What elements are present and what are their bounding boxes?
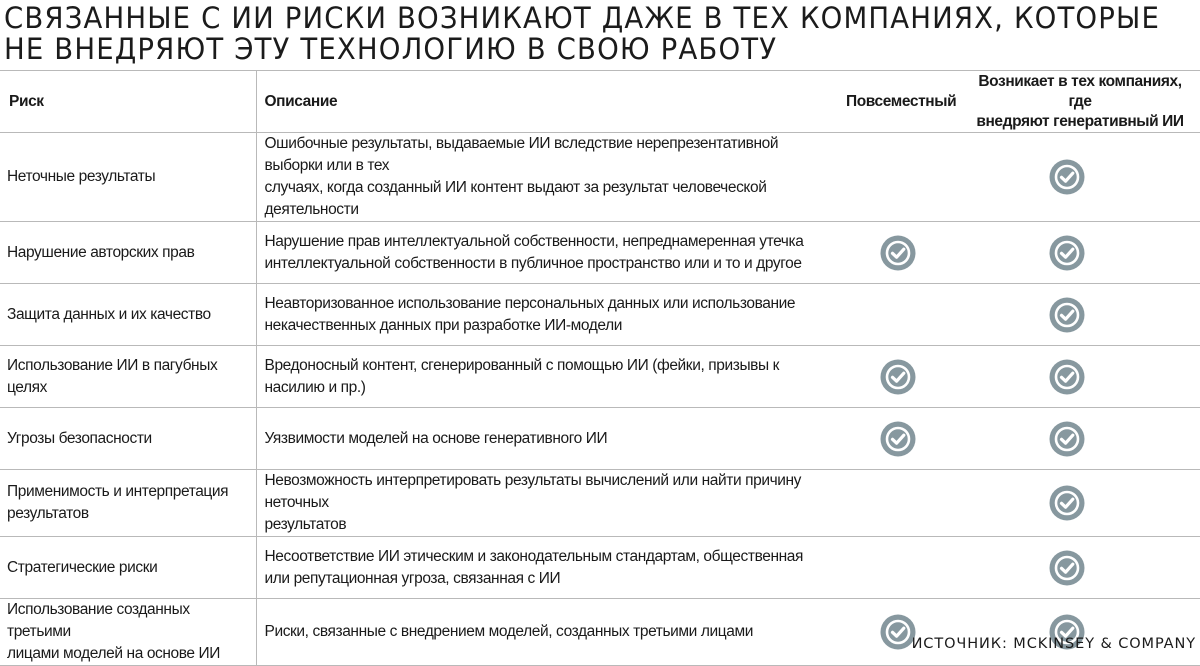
description-cell	[256, 346, 840, 408]
check-circle-icon	[1049, 159, 1085, 195]
check-circle-icon	[1049, 485, 1085, 521]
column-header-risk: Риск	[0, 71, 256, 133]
description-cell-line: Нарушение прав интеллектуальной собственности, непреднамеренная утечка	[264, 232, 804, 250]
genai-cell	[960, 284, 1200, 346]
description-cell-line: Несоответствие ИИ этическим и законодательным стандартам, общественная	[264, 547, 803, 565]
risk-cell	[0, 284, 256, 346]
risk-cell-line: Угрозы безопасности	[7, 429, 152, 447]
description-cell-line: случаях, когда созданный ИИ контент выдают за результат человеческой деятельности	[264, 179, 767, 218]
check-circle-icon	[880, 235, 916, 271]
ubiquitous-cell	[840, 346, 960, 408]
description-cell-line: Вредоносный контент, сгенерированный с помощью ИИ (фейки, призывы к насилию и пр.)	[264, 356, 780, 396]
risk-cell-line: Применимость и интерпретация	[7, 483, 229, 500]
table-row	[0, 470, 1200, 537]
risk-cell-line: Стратегические риски	[7, 558, 158, 576]
risk-cell-line: Использование созданных третьими	[7, 601, 190, 640]
genai-cell	[960, 537, 1200, 599]
ubiquitous-cell	[840, 408, 960, 470]
risk-cell	[0, 537, 256, 599]
risk-cell	[0, 133, 256, 222]
genai-cell	[960, 599, 1200, 666]
risk-cell-line: Неточные результаты	[7, 168, 156, 185]
risk-cell	[0, 470, 256, 537]
description-cell-line: результатов	[264, 516, 347, 533]
genai-cell	[960, 346, 1200, 408]
title-line-1: СВЯЗАННЫЕ С ИИ РИСКИ ВОЗНИКАЮТ ДАЖЕ В ТЕХ КОМПАНИЯХ, КОТОРЫЕ	[4, 1, 1161, 35]
column-header-genai	[960, 71, 1200, 133]
ubiquitous-cell	[840, 537, 960, 599]
genai-cell	[960, 470, 1200, 537]
risk-cell	[0, 408, 256, 470]
column-header-genai-line-1: Возникает в тех компаниях, где	[978, 72, 1182, 110]
genai-cell	[960, 133, 1200, 222]
description-cell-line: некачественных данных при разработке ИИ-модели	[264, 316, 622, 334]
check-circle-icon	[880, 421, 916, 457]
description-cell-line: или репутационная угроза, связанная с ИИ	[264, 569, 561, 587]
risk-cell-line: Защита данных и их качество	[7, 305, 211, 323]
risk-cell	[0, 346, 256, 408]
description-cell	[256, 408, 840, 470]
column-header-description: Описание	[256, 71, 840, 133]
table-row	[0, 408, 1200, 470]
description-cell	[256, 222, 840, 284]
check-circle-icon	[1049, 550, 1085, 586]
genai-cell	[960, 222, 1200, 284]
ubiquitous-cell	[840, 284, 960, 346]
column-header-ubiquitous: Повсеместный	[840, 71, 960, 133]
genai-cell	[960, 408, 1200, 470]
ubiquitous-cell	[840, 222, 960, 284]
check-circle-icon	[1049, 235, 1085, 271]
risk-cell-line: результатов	[7, 505, 89, 522]
risk-cell-line: лицами моделей на основе ИИ	[7, 645, 221, 662]
table-row	[0, 537, 1200, 599]
risk-cell-line: Нарушение авторских прав	[7, 243, 195, 261]
ubiquitous-cell	[840, 470, 960, 537]
page-title	[4, 1, 1161, 66]
title-line-2: НЕ ВНЕДРЯЮТ ЭТУ ТЕХНОЛОГИЮ В СВОЮ РАБОТУ	[4, 32, 778, 66]
check-circle-icon	[1049, 421, 1085, 457]
risk-cell	[0, 599, 256, 666]
source-note: ИСТОЧНИК: MCKINSEY & COMPANY	[911, 636, 1196, 652]
description-cell	[256, 599, 840, 666]
description-cell-line: Риски, связанные с внедрением моделей, созданных третьими лицами	[264, 623, 753, 640]
description-cell	[256, 470, 840, 537]
risk-cell-line: Использование ИИ в пагубных целях	[7, 356, 218, 396]
description-cell-line: интеллектуальной собственности в публичное пространство или и то и другое	[264, 254, 802, 272]
table-row	[0, 222, 1200, 284]
ubiquitous-cell	[840, 133, 960, 222]
table-body	[0, 133, 1200, 666]
description-cell-line: Уязвимости моделей на основе генеративного ИИ	[264, 429, 608, 447]
table-row	[0, 599, 1200, 666]
table-row	[0, 284, 1200, 346]
description-cell-line: Неавторизованное использование персональных данных или использование	[264, 294, 796, 312]
description-cell	[256, 537, 840, 599]
table-header-row	[0, 71, 1200, 133]
description-cell-line: Невозможность интерпретировать результаты вычислений или найти причину неточных	[264, 472, 802, 511]
table-row	[0, 133, 1200, 222]
check-circle-icon	[1049, 297, 1085, 333]
description-cell-line: Ошибочные результаты, выдаваемые ИИ вследствие нерепрезентативной выборки или в тех	[264, 135, 779, 174]
description-cell	[256, 133, 840, 222]
check-circle-icon	[1049, 359, 1085, 395]
ubiquitous-cell	[840, 599, 960, 666]
check-circle-icon	[880, 359, 916, 395]
description-cell	[256, 284, 840, 346]
risk-table	[0, 70, 1200, 666]
table-row	[0, 346, 1200, 408]
column-header-genai-line-2: внедряют генеративный ИИ	[976, 112, 1184, 130]
risk-cell	[0, 222, 256, 284]
